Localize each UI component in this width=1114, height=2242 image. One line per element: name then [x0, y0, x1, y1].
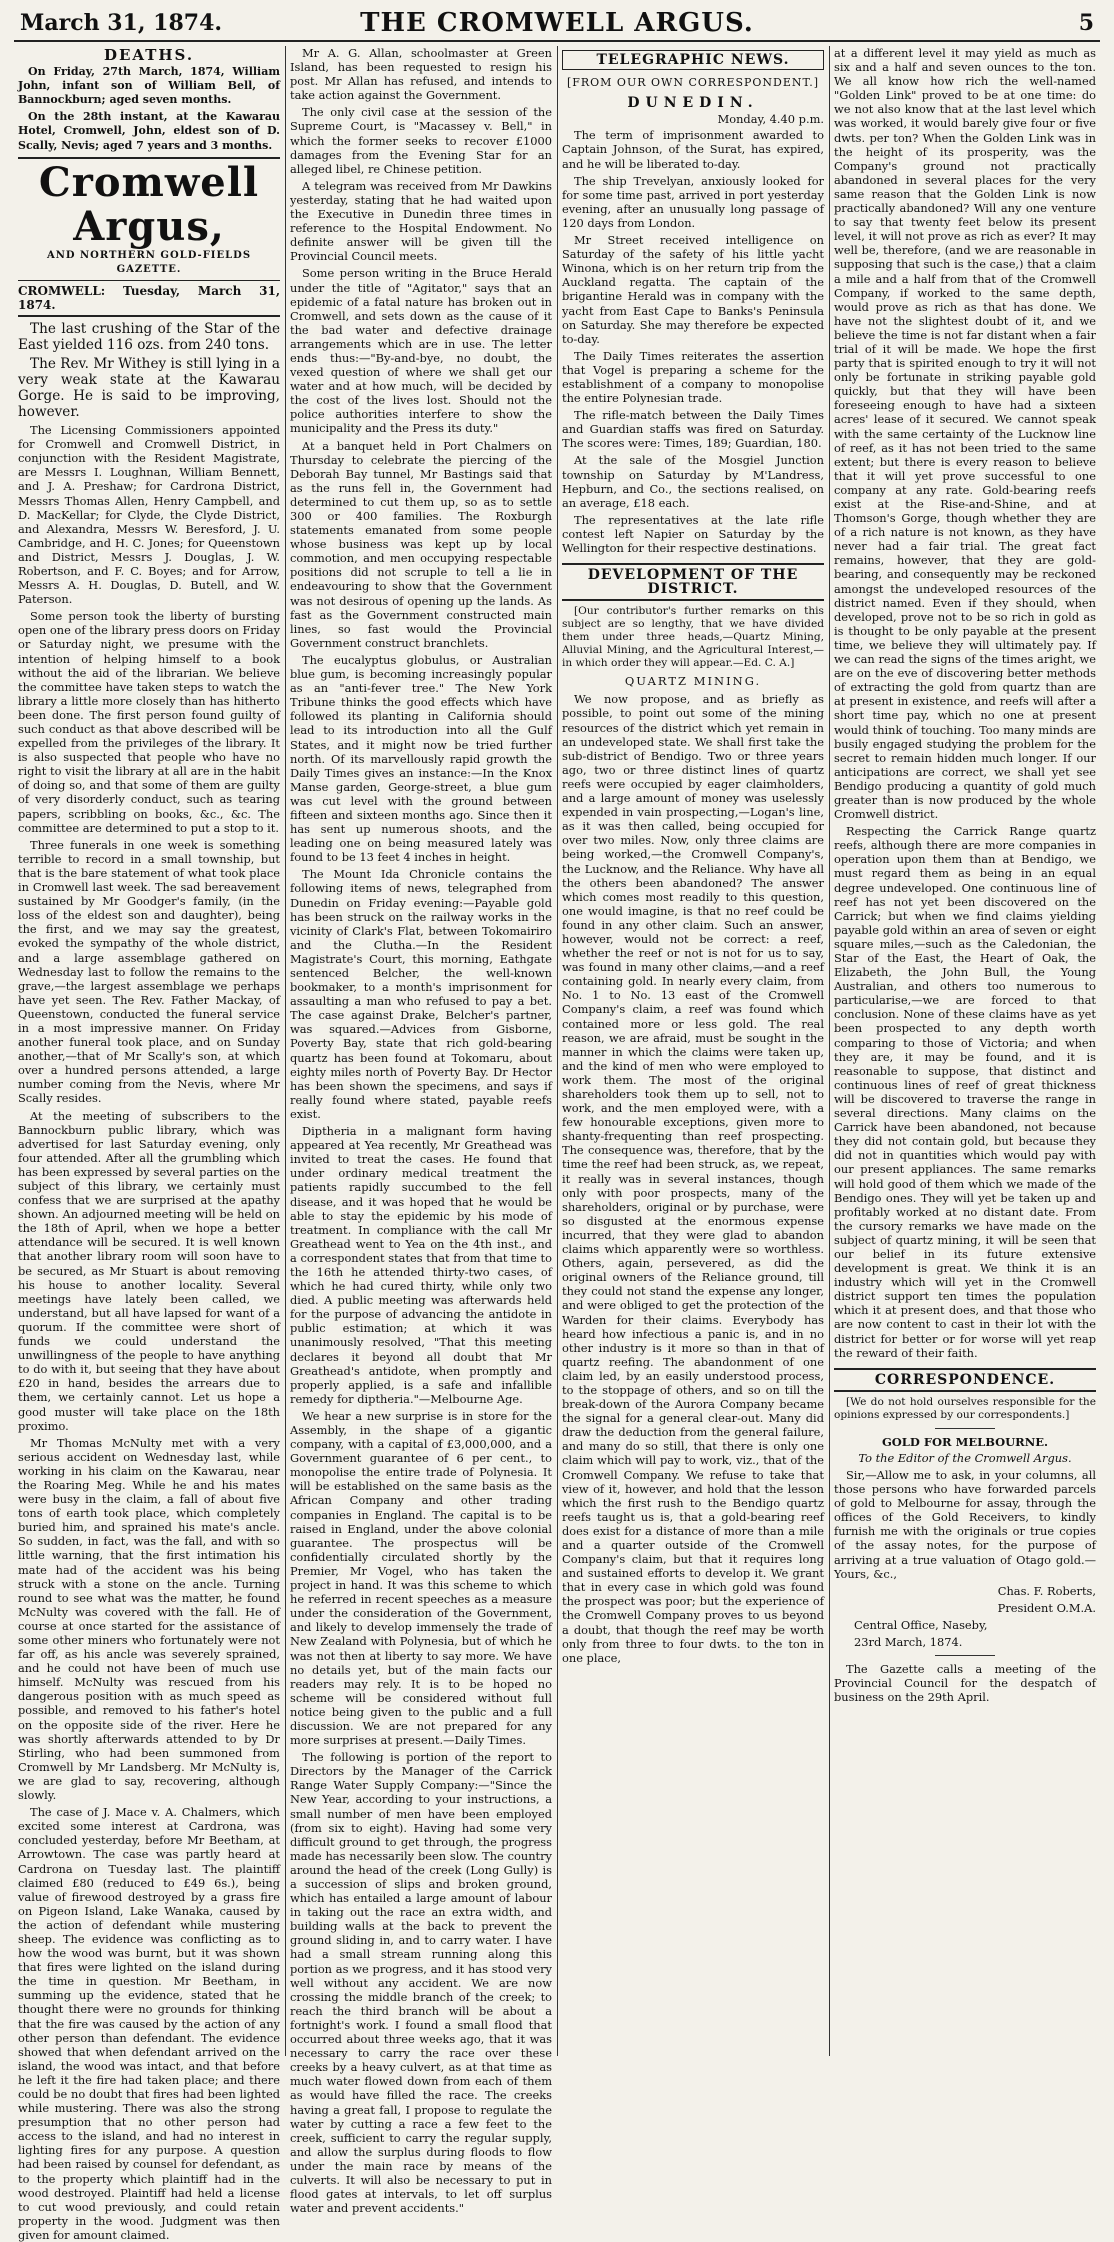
- article-body: We now propose, and as briefly as possible, to point out some of the mining resources of the district which yet remain in an undeveloped state. We shall first take the sub-district of Bendigo. Two or three years ago, two or three distinct lines of quartz reefs were occupied by eager claimholders, and a large amount of money was uselessly expended in vain prospecting,—Logan's line, as it was then called, being occupied for over two miles. Now, only three claims are being worked,—the Cromwell Company's, the Lucknow, and the Reliance. Why have all the others been abandoned? The answer which comes most readily to this question, one would imagine, is that no reef could be found in any other claim. Such an answer, however, would not be correct: a reef, whether the reef or not is not for us to say, was found in many other claims,—and a reef containing gold. In nearly every claim, from No. 1 to No. 13 east of the Cromwell Company's claim, a reef was found which contained more or less gold. The real reason, we are afraid, must be sought in the manner in which the claims were taken up, and the kind of men who were employed to work them. The most of the original shareholders took them up to sell, not to work, and the men employed were, with a few honourable exceptions, given more to shanty-frequenting than reef prospecting. The consequence was, therefore, that by the time the reef had been struck, as, we repeat, it really was in several instances, though only with poor prospects, many of the shareholders, original or by purchase, were so disgusted at the enormous expense incurred, that they were glad to abandon claims which apparently were so worthless. Others, again, persevered, as did the original owners of the Reliance ground, till they could not stand the expense any longer, and were obliged to get the protection of the Warden for their claims. Everybody has heard how infectious a panic is, and in no other industry is it more so than in that of quartz reefing. The abandonment of one claim led, by an easily understood process, to the stoppage of others, and so on till the break-down of the Aurora Company became the signal for a general clear-out. Many did draw the deduction from the general failure, and many do so still, that there is only one claim which will pay to work, viz., that of the Cromwell Company. We refuse to take that view of it, however, and hold that the lesson which the first rush to the Bendigo quartz reefs taught us is, that a gold-bearing reef does exist for a distance of more than a mile and a quarter outside of the Cromwell Company's claim, but that it requires long and sustained efforts to develop it. We grant that in every case in which gold was found the prospect was poor; but the experience of the Cromwell Company proves to us beyond a doubt, that though the reef may be worth only from three to four dwts. to the ton in one place,: [562, 692, 824, 1665]
- death-notice: On the 28th instant, at the Kawarau Hotel, Cromwell, John, eldest son of D. Scally, Nevis; aged 7 years and 3 months.: [18, 110, 280, 152]
- letter-address: To the Editor of the Cromwell Argus.: [858, 1450, 1072, 1465]
- news-item: At the sale of the Mosgiel Junction township on Saturday by M'Landress, Hepburn, and Co., the sections realised, on an average, £18 each.: [562, 453, 824, 510]
- death-notice: On Friday, 27th March, 1874, William John, infant son of William Bell, of Bannockburn; aged seven months.: [18, 65, 280, 107]
- letter-signature-name: Chas. F. Roberts,: [997, 1583, 1096, 1598]
- newspaper-page: [14, 6, 1100, 2242]
- news-item: We hear a new surprise is in store for the Assembly, in the shape of a gigantic company, with a capital of £3,000,000, and a Government guarantee of 6 per cent., to monopolise the entire trade of Polynesia. It will be established on the same basis as the African Company and other trading companies in England. The capital is to be raised in England, under the above colonial guarantee. The prospectus will be confidentially circulated shortly by the Premier, Mr Vogel, who has taken the project in hand. It was this scheme to which he referred in recent speeches as a measure under the consideration of the Government, and likely to develop immensely the trade of New Zealand with Polynesia, but of which he was not then at liberty to say more. We have no details yet, but of the main facts our readers may rely. It is to be hoped no scheme will be considered without full notice being given to the public and a full discussion. We are not prepared for any more surprises at present.—Daily Times.: [290, 1408, 552, 1748]
- disclaimer: [We do not hold ourselves responsible for the opinions expressed by our correspondents.]: [834, 1395, 1096, 1421]
- article-body: Respecting the Carrick Range quartz reefs, although there are more companies in operation upon them than at Bendigo, we must regard them as being in an equal degree undeveloped. One continuous line of reef has not yet been discovered on the Carrick; but when we find claims yielding payable gold within an area of seven or eight square miles,—such as the Caledonian, the Star of the East, the Heart of Oak, the Elizabeth, the John Bull, the Young Australian, and others too numerous to particularise,—we are forced to that conclusion. None of these claims have as yet been prospected to any depth worth comparing to those of Victoria; and when they are, it may be found, and it is reasonable to suppose, that distinct and continuous lines of reef of great thickness will be discovered to traverse the range in several directions. Many claims on the Carrick have been abandoned, not because they did not contain gold, but because they did not in quantities which would pay with our present appliances. The same remarks will hold good of them which we made of the Bendigo ones. They will yet be taken up and profitably worked at no distant date. From the cursory remarks we have made on the subject of quartz mining, it will be seen that our belief in its future extensive development is great. We think it is an industry which will yet in the Cromwell district support ten times the population which it at present does, and that those who are now content to cast in their lot with the district for better or for worse will yet reap the reward of their faith.: [834, 824, 1096, 1360]
- telegraphic-news-heading: TELEGRAPHIC NEWS.: [562, 50, 824, 70]
- dateline: CROMWELL: Tuesday, March 31, 1874.: [18, 281, 280, 317]
- development-heading: DEVELOPMENT OF THE DISTRICT.: [562, 563, 824, 601]
- letter-signature-title: President O.M.A.: [997, 1600, 1096, 1615]
- news-item: Some person took the liberty of bursting open one of the library press doors on Friday or Saturday night, we presume with the intention of helping himself to a book without the aid of the librarian. We believe the committee have taken steps to watch the library a little more closely than has hitherto been done. The first person found guilty of such conduct as that above described will be expelled from the privileges of the library. It is also suspected that people who have no right to visit the library at all are in the habit of doing so, and that some of them are guilty of very disorderly conduct, such as tearing papers, scribbling on books, &c., &c. The committee are determined to put a stop to it.: [18, 609, 280, 835]
- page-header: [14, 6, 1100, 42]
- news-item: Diptheria in a malignant form having appeared at Yea recently, Mr Greathead was invited to treat the cases. He found that under ordinary medical treatment the patients rapidly succumbed to the fell disease, and it was hoped that he would be able to stay the epidemic by his mode of treatment. In compliance with the call Mr Greathead went to Yea on the 4th inst., and a correspondent states that from that time to the 16th he attended thirty-two cases, of which he had cured thirty, while only two died. A public meeting was afterwards held for the purpose of advancing the antidote in public estimation; at which it was unanimously resolved, "That this meeting declares it beyond all doubt that Mr Greathead's antidote, when promptly and properly applied, is a safe and infallible remedy for diptheria."—Melbourne Age.: [290, 1124, 552, 1406]
- news-item: The last crushing of the Star of the East yielded 116 ozs. from 240 tons.: [18, 321, 280, 354]
- news-item: The rifle-match between the Daily Times and Guardian staffs was fired on Saturday. The scores were: Times, 189; Guardian, 180.: [562, 408, 824, 451]
- news-item: The ship Trevelyan, anxiously looked for for some time past, arrived in port yesterday evening, after an unusually long passage of 120 days from London.: [562, 173, 824, 230]
- article-body: at a different level it may yield as much as six and a half and seven ounces to the ton. We all know how rich the well-named "Golden Link" proved to be at one time: do we not also know that at the last level which was worked, it would barely give four or five dwts. per ton? When the Golden Link was in the height of its prosperity, was the Company's ground not practically abandoned in several places for the very same reason that the Golden Link is now practically abandoned? Will any one venture to say that twenty feet below its present level, it will not prove as rich as ever? It may well be, therefore, (and we are reasonable in supposing that such is the case,) that a claim a mile and a half from that of the Cromwell Company, if worked to the same depth, would prove as rich as that has done. We have not the slightest doubt of it, and we believe the time is not far distant when a fair trial of it will be made. We hope the first party that is spirited enough to try it will not only be fortunate in striking payable gold quickly, but that they will have been foreseeing enough to have had a sixteen acres' lease of it secured. We cannot speak with the same certainty of the Lucknow line of reef, as it has not been tried to the same extent; but there is every reason to believe that it will yet prove successful to one company at any rate. Gold-bearing reefs exist at the Rise-and-Shine, and at Thomson's Gorge, though whether they are of a rich nature is not known, as they have never had a fair trial. The great fact remains, however, that they are gold-bearing, and consequently may be reckoned amongst the undeveloped resources of the district named. Even if they should, when developed, prove not to be so rich in gold as is thought to be only payable at the present time, we believe they will ultimately pay. If we can read the signs of the times aright, we are on the eve of discovering better methods of extracting the gold from quartz than are at present in existence, and reefs will after a short time pay, which no one at present would think of touching. Too many minds are busily engaged studying the problem for the secret to remain hidden much longer. If our anticipations are correct, we shall yet see Bendigo producing a quantity of gold much greater than is now produced by the whole Cromwell district.: [834, 46, 1096, 822]
- quartz-mining-heading: QUARTZ MINING.: [624, 674, 762, 689]
- news-item: A telegram was received from Mr Dawkins yesterday, stating that he had waited upon the Executive in Dunedin three times in reference to the Hospital Endowment. No definite answer will be given till the Provincial Council meets.: [290, 178, 552, 264]
- news-item: The Rev. Mr Withey is still lying in a very weak state at the Kawarau Gorge. He is said to be improving, however.: [18, 356, 280, 421]
- columns: [14, 46, 1100, 2242]
- news-item: The Licensing Commissioners appointed for Cromwell and Cromwell District, in conjunction with the Resident Magistrate, are Messrs I. Loughnan, William Bennett, and J. A. Preshaw; for Cardrona District, Messrs Thomas Allen, Henry Campbell, and D. MacKellar; for Clyde, the Clyde District, and Alexandra, Messrs W. Beresford, J. U. Cambridge, and H. C. Jones; for Queenstown and District, Messrs J. Douglas, J. W. Robertson, and F. C. Boyes; and for Arrow, Messrs A. H. Douglas, D. Butell, and W. Paterson.: [18, 423, 280, 607]
- news-item: The only civil case at the session of the Supreme Court, is "Macassey v. Bell," in which the former seeks to recover £1000 damages from the Evening Star for an alleged libel, re Chinese petition.: [290, 105, 552, 176]
- dateline-time: Monday, 4.40 p.m.: [717, 112, 824, 127]
- news-item: The Mount Ida Chronicle contains the following items of news, telegraphed from Dunedin on Friday evening:—Payable gold has been struck on the railway works in the vicinity of Clark's Flat, between Tokomairiro and the Clutha.—In the Resident Magistrate's Court, this morning, Eathgate sentenced Belcher, the well-known bookmaker, to a month's imprisonment for assaulting a man who refused to pay a bet. The case against Drake, Belcher's partner, was squared.—Advices from Gisborne, Poverty Bay, state that rich gold-bearing quartz has been found at Tokomaru, about eighty miles north of Poverty Bay. Dr Hector has been shown the specimens, and says if really found where stated, payable reefs exist.: [290, 867, 552, 1121]
- masthead: Cromwell Argus,: [18, 157, 280, 249]
- divider: [935, 1428, 995, 1429]
- deaths-heading: DEATHS.: [103, 46, 195, 64]
- news-item: The Daily Times reiterates the assertion that Vogel is preparing a scheme for the establishment of a company to monopolise the entire Polynesian trade.: [562, 348, 824, 406]
- divider: [935, 1655, 995, 1656]
- newspaper-title: THE CROMWELL ARGUS.: [360, 8, 754, 38]
- masthead-subtitle: AND NORTHERN GOLD-FIELDS GAZETTE.: [18, 249, 280, 281]
- news-item: The Gazette calls a meeting of the Provincial Council for the despatch of business on the 29th April.: [834, 1662, 1096, 1705]
- editor-note: [Our contributor's further remarks on this subject are so lengthy, that we have divided them under three heads,—Quartz Mining, Alluvial Mining, and the Agricultural Interest,—in which order they will appear.—Ed. C. A.]: [562, 605, 824, 670]
- news-item: The case of J. Mace v. A. Chalmers, which excited some interest at Cardrona, was concluded yesterday, before Mr Beetham, at Arrowtown. The case was partly heard at Cardrona on Tuesday last. The plaintiff claimed £80 (reduced to £49 6s.), being value of firewood destroyed by a grass fire on Pigeon Island, Lake Wanaka, caused by the action of defendant while mustering sheep. The evidence was conflicting as to how the wood was burnt, but it was shown that fires were lighted on the island during the time in question. Mr Beetham, in summing up the evidence, stated that he thought there were no grounds for thinking that the fire was caused by the action of any other person than defendant. The evidence showed that when defendant arrived on the island, the wood was intact, and that before he left it the fire had taken place; and there could be no doubt that fires had been lighted while mustering. There was also the strong presumption that no other person had access to the island, and had no interest in lighting fires for any purpose. A question had been raised by counsel for defendant, as to the property which plaintiff had in the wood destroyed. Plaintiff had held a license to cut wood previously, and could retain property in the wood. Judgment was then given for amount claimed.: [18, 1805, 280, 2242]
- news-item: The following is portion of the report to Directors by the Manager of the Carrick Range Water Supply Company:—"Since the New Year, according to your instructions, a small number of men have been employed (from six to eight). Having had some very difficult ground to get through, the progress made has necessarily been slow. The country around the head of the creek (Long Gully) is a succession of slips and broken ground, which has entailed a large amount of labour in taking out the race an extra width, and building walls at the back to prevent the ground sliding in, and to carry water. I have had a small stream running along this portion as we progress, and it has stood very well without any accident. We are now crossing the middle branch of the creek; to reach the third branch will be about a fortnight's work. I found a small flood that occurred about three weeks ago, that it was necessary to carry the race over these creeks by a heavy culvert, as at that time as much water flowed down from each of them as would have filled the race. The creeks having a great fall, I propose to regulate the water by cutting a race a few feet to the creek, sufficient to carry the regular supply, and allow the surplus during floods to flow under the main race by means of the culverts. It will also be necessary to put in flood gates at intervals, to let off surplus water and prevent accidents.": [290, 1750, 552, 2216]
- correspondent-line: [FROM OUR OWN CORRESPONDENT.]: [566, 76, 820, 90]
- news-item: The term of imprisonment awarded to Captain Johnson, of the Surat, has expired, and he will be liberated to-day.: [562, 128, 824, 171]
- news-item: Mr Street received intelligence on Saturday of the safety of his little yacht Winona, which is on her return trip from the Auckland regatta. The captain of the brigantine Herald was in company with the yacht from East Cape to Banks's Peninsula on Saturday. She may therefore be expected to-day.: [562, 233, 824, 346]
- news-item: Three funerals in one week is something terrible to record in a small township, but that is the bare statement of what took place in Cromwell last week. The sad bereavement sustained by Mr Goodger's family, (in the loss of the eldest son and daughter), being the first, and we may say the greatest, evoked the sympathy of the whole district, and a large assemblage gathered on Wednesday last to follow the remains to the grave,—the largest assemblage we perhaps have yet seen. The Rev. Father Mackay, of Queenstown, conducted the funeral service in a most impressive manner. On Friday another funeral took place, and on Sunday another,—that of Mr Scally's son, at which over a hundred persons attended, a large number coming from the Nevis, where Mr Scally resides.: [18, 837, 280, 1106]
- news-item: At the meeting of subscribers to the Bannockburn public library, which was advertised for last Saturday evening, only four attended. After all the grumbling which has been expressed by several parties on the subject of this library, we certainly must confess that we are surprised at the apathy shown. An adjourned meeting will be held on the 18th of April, when we hope a better attendance will be secured. It is well known that another library room will soon have to be secured, as Mr Stuart is about removing his house to another locality. Several meetings have lately been called, we understand, but all have lapsed for want of a quorum. If the committee were short of funds we could understand the unwillingness of the people to have anything to do with it, but seeing that they have about £20 in hand, besides the arrears due to them, we certainly cannot. Let us hope a good muster will take place on the 18th proximo.: [18, 1108, 280, 1433]
- correspondence-heading: CORRESPONDENCE.: [834, 1368, 1096, 1392]
- column-3: [562, 46, 824, 2056]
- letter-office: Central Office, Naseby,: [854, 1617, 988, 1632]
- header-date: March 31, 1874.: [20, 10, 223, 36]
- news-item: At a banquet held in Port Chalmers on Thursday to celebrate the piercing of the Deborah Bay tunnel, Mr Bastings said that as the runs fell in, the Government had determined to cut them up, so as to settle 300 or 400 families. The Roxburgh statements emanated from some people whose business was kept up by local commotion, and men occupying respectable positions did not scruple to tell a lie in endeavouring to show that the Government was not desirous of opening up the lands. As fast as the Government constructed main lines, so fast would the Provincial Government construct branchlets.: [290, 438, 552, 650]
- column-rule: [829, 46, 830, 2056]
- news-item: Mr A. G. Allan, schoolmaster at Green Island, has been requested to resign his post. Mr Allan has refused, and intends to take action against the Government.: [290, 46, 552, 103]
- column-1: [18, 46, 280, 2242]
- news-item: Some person writing in the Bruce Herald under the title of "Agitator," says that an epidemic of a fatal nature has broken out in Cromwell, and sets down as the cause of it the bad water and defective drainage arrangements which are in use. The letter ends thus:—"By-and-bye, no doubt, the vexed question of where we shall get our water and at how much, will be decided by the cost of the lives lost. Should not the police authorities interfere to show the municipality and the Press its duty.": [290, 266, 552, 436]
- page-number: 5: [1078, 10, 1094, 36]
- column-rule: [285, 46, 286, 2056]
- letter-body: Sir,—Allow me to ask, in your columns, all those persons who have forwarded parcels of gold to Melbourne for assay, through the offices of the Gold Receivers, to kindly furnish me with the originals or true copies of the assay notes, for the purpose of arriving at a true valuation of Otago gold.—Yours, &c.,: [834, 1468, 1096, 1581]
- column-rule: [557, 46, 558, 2056]
- news-item: The representatives at the late rifle contest left Napier on Saturday by the Wellington for their respective destinations.: [562, 512, 824, 555]
- dateline-place: DUNEDIN.: [627, 95, 759, 112]
- letter-date: 23rd March, 1874.: [854, 1635, 963, 1650]
- column-2: [290, 46, 552, 2216]
- letter-title: GOLD FOR MELBOURNE.: [881, 1434, 1049, 1449]
- column-4: [834, 46, 1096, 2056]
- news-item: The eucalyptus globulus, or Australian blue gum, is becoming increasingly popular as an "anti-fever tree." The New York Tribune thinks the good effects which have followed its planting in California should lead to its introduction into all the Gulf States, and it might now be tried further north. Of its marvellously rapid growth the Daily Times gives an instance:—In the Knox Manse garden, George-street, a blue gum was cut level with the ground between fifteen and sixteen months ago. Since then it has sent up numerous shoots, and the leading one on being measured lately was found to be 13 feet 4 inches in height.: [290, 652, 552, 865]
- news-item: Mr Thomas McNulty met with a very serious accident on Wednesday last, while working in his claim on the Kawarau, near the Roaring Meg. While he and his mates were busy in the claim, a fall of about five tons of earth took place, which completely buried him, and sprained his mate's ancle. So sudden, in fact, was the fall, and with so little warning, that the first intimation his mate had of the accident was his being struck with a stone on the ancle. Turning round to see what was the matter, he found McNulty was covered with the fall. He of course at once started for the assistance of some other miners who fortunately were not far off, as his ancle was severely sprained, and he could not have been of much use himself. McNulty was rescued from his dangerous position with as much speed as possible, and removed to his father's hotel on the opposite side of the river. Here he was shortly afterwards attended to by Dr Stirling, who had been summoned from Cromwell by Mr Landsberg. Mr McNulty is, we are glad to say, recovering, although slowly.: [18, 1435, 280, 1803]
